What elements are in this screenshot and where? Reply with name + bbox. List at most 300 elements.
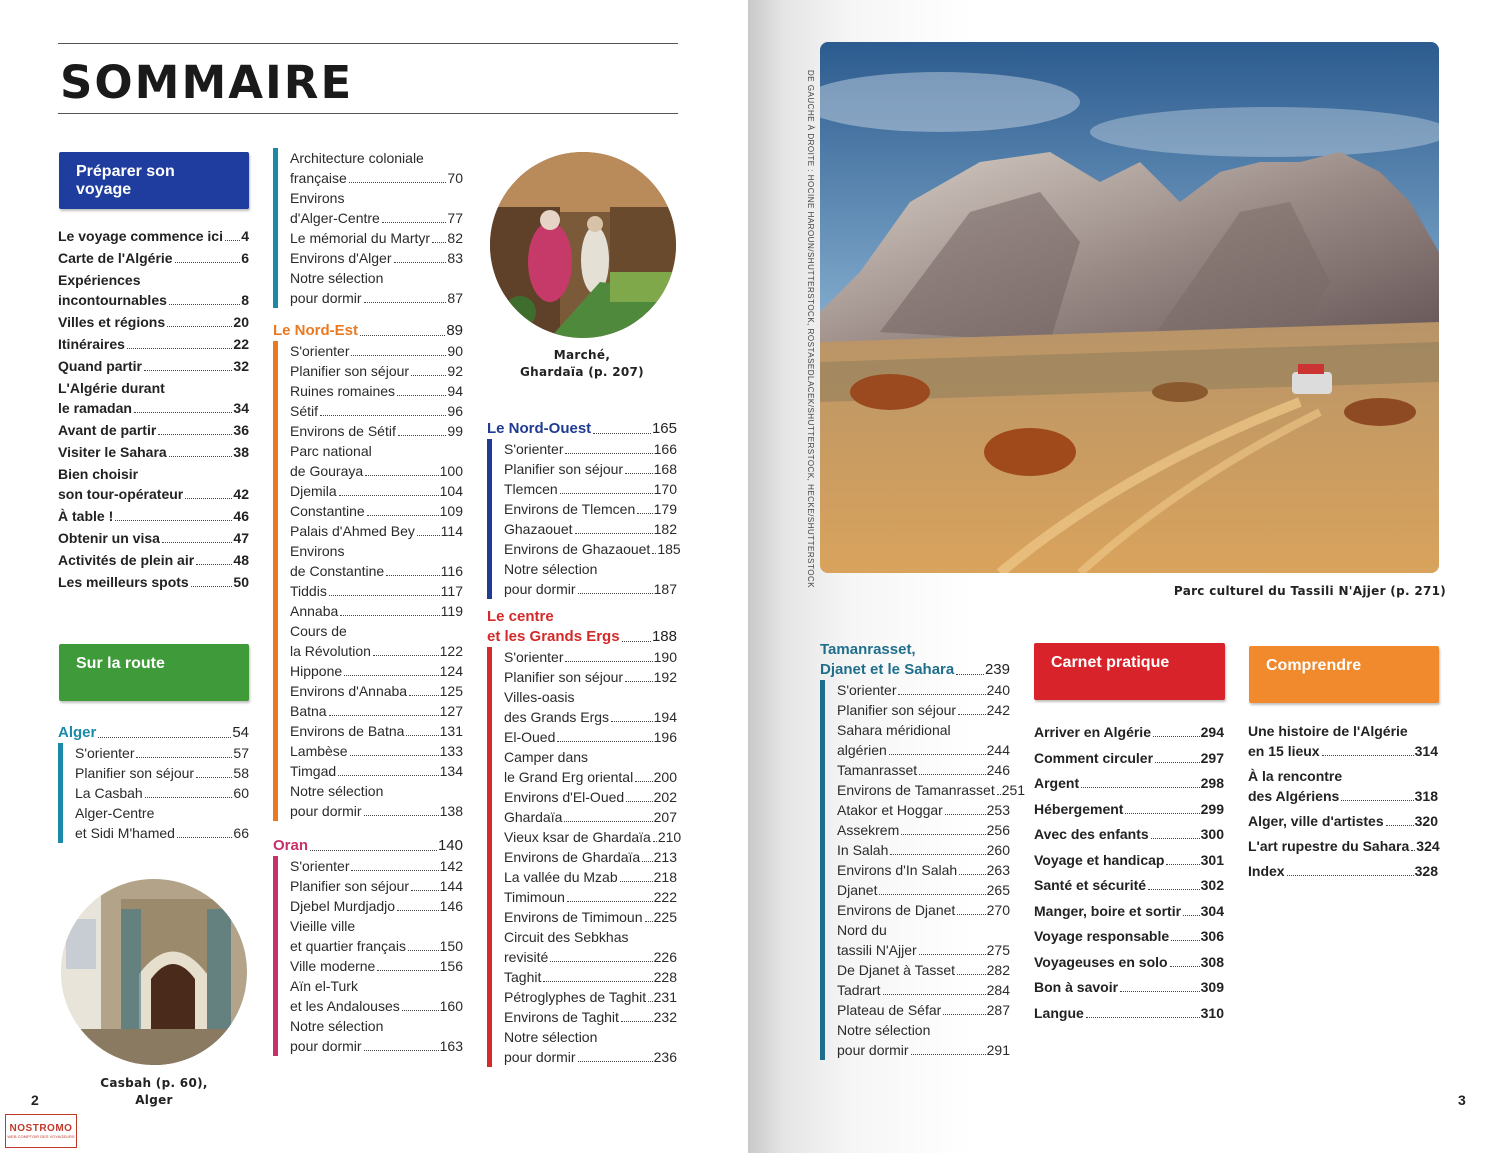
toc-item bbox=[58, 464, 249, 504]
toc-entry bbox=[504, 787, 677, 807]
toc-entry bbox=[820, 660, 1010, 680]
toc-entry bbox=[837, 740, 1010, 760]
toc-entry-page: 231 bbox=[653, 989, 677, 1005]
toc-item bbox=[290, 781, 463, 821]
toc-entry-label: Voyageuses en solo bbox=[1034, 953, 1168, 970]
toc-item bbox=[58, 420, 249, 440]
toc-entry bbox=[1248, 786, 1438, 806]
toc-entry-label: Tlemcen bbox=[504, 481, 558, 497]
toc-entry-page: 324 bbox=[1416, 838, 1440, 854]
toc-entry-label: Index bbox=[1248, 863, 1285, 879]
toc-entry bbox=[290, 361, 463, 381]
toc-entry-page: 6 bbox=[241, 250, 249, 266]
toc-item bbox=[290, 856, 463, 876]
toc-entry bbox=[504, 767, 677, 787]
toc-item bbox=[504, 499, 677, 519]
toc-entry bbox=[58, 398, 249, 418]
toc-leader-dots bbox=[1151, 838, 1200, 839]
toc-entry-label: Alger bbox=[58, 724, 97, 741]
toc-entry-page: 302 bbox=[1200, 877, 1224, 893]
toc-item bbox=[1248, 861, 1438, 881]
toc-leader-dots bbox=[648, 1001, 652, 1002]
toc-leader-dots bbox=[360, 335, 445, 336]
toc-leader-dots bbox=[945, 814, 986, 815]
toc-entry-page: 300 bbox=[1200, 826, 1224, 842]
toc-entry-page: 163 bbox=[439, 1038, 463, 1054]
toc-entry-label: S'orienter bbox=[504, 649, 564, 665]
toc-item bbox=[504, 747, 677, 787]
toc-entry-page: 160 bbox=[439, 998, 463, 1014]
toc-entry-label: Le Nord-Est bbox=[273, 322, 359, 339]
toc-entry-line: Vieille ville bbox=[290, 918, 356, 934]
sur-la-route-label: Sur la route bbox=[76, 655, 165, 672]
toc-entry-label: Avant de partir bbox=[58, 422, 157, 438]
toc-entry bbox=[837, 1040, 1010, 1060]
toc-entry-label: des Grands Ergs bbox=[504, 709, 610, 725]
toc-item bbox=[504, 459, 677, 479]
toc-item bbox=[837, 1020, 1010, 1060]
toc-leader-dots bbox=[997, 794, 1001, 795]
photo-credit: DE GAUCHE À DROITE : HOCINE HAROUN/SHUTTERSTOCK, ROSTASEDLACEK/SHUTTERSTOCK, HECKE/SHUTTERSTOCK bbox=[806, 70, 815, 589]
toc-entry-page: 168 bbox=[653, 461, 677, 477]
toc-item bbox=[290, 621, 463, 661]
toc-leader-dots bbox=[637, 513, 652, 514]
toc-entry-page: 314 bbox=[1414, 743, 1438, 759]
market-photo bbox=[490, 152, 676, 338]
toc-entry-label: française bbox=[290, 170, 347, 186]
top-rule bbox=[58, 43, 678, 44]
toc-item bbox=[504, 867, 677, 887]
toc-item bbox=[504, 439, 677, 459]
toc-entry-label: Tamanrasset bbox=[837, 762, 918, 778]
toc-entry bbox=[290, 681, 463, 701]
toc-item bbox=[58, 248, 249, 268]
toc-entry-label: Visiter le Sahara bbox=[58, 444, 167, 460]
toc-entry-line: Parc national bbox=[290, 443, 372, 459]
toc-entry-page: 99 bbox=[447, 423, 463, 439]
carnet-label: Carnet pratique bbox=[1051, 654, 1170, 671]
toc-entry-page: 54 bbox=[232, 724, 249, 741]
toc-leader-dots bbox=[382, 222, 447, 223]
toc-item bbox=[837, 820, 1010, 840]
toc-entry-line: Cours de bbox=[290, 623, 347, 639]
toc-item bbox=[504, 807, 677, 827]
toc-item bbox=[837, 680, 1010, 700]
toc-entry-page: 328 bbox=[1414, 863, 1438, 879]
toc-item bbox=[290, 381, 463, 401]
toc-item bbox=[504, 907, 677, 927]
toc-entry-label: pour dormir bbox=[290, 290, 362, 306]
toc-entry-label: Annaba bbox=[290, 603, 339, 619]
section-heading-line: Le centre bbox=[487, 608, 554, 625]
toc-entry bbox=[1034, 875, 1224, 895]
toc-leader-dots bbox=[550, 961, 652, 962]
toc-entry-page: 299 bbox=[1200, 800, 1224, 817]
toc-entry-label: S'orienter bbox=[290, 343, 350, 359]
toc-item bbox=[837, 800, 1010, 820]
toc-entry bbox=[1034, 926, 1224, 946]
toc-entry-label: Atakor et Hoggar bbox=[837, 802, 943, 818]
toc-entry bbox=[290, 801, 463, 821]
toc-entry-label: Environs d'Alger bbox=[290, 250, 392, 266]
toc-leader-dots bbox=[417, 535, 440, 536]
toc-entry-label: Pétroglyphes de Taghit bbox=[504, 989, 647, 1005]
toc-entry-label: Ville moderne bbox=[290, 958, 376, 974]
toc-leader-dots bbox=[225, 240, 240, 241]
toc-item bbox=[58, 550, 249, 570]
toc-item bbox=[290, 361, 463, 381]
toc-entry bbox=[290, 641, 463, 661]
toc-entry-label: Itinéraires bbox=[58, 336, 125, 352]
toc-entry-page: 89 bbox=[446, 322, 463, 339]
toc-entry bbox=[58, 484, 249, 504]
toc-entry-label: S'orienter bbox=[290, 858, 350, 874]
toc-entry bbox=[290, 341, 463, 361]
toc-entry-label: Manger, boire et sortir bbox=[1034, 902, 1182, 919]
toc-entry-page: 265 bbox=[986, 882, 1010, 898]
toc-entry-label: Planifier son séjour bbox=[290, 878, 410, 894]
page-number-left: 2 bbox=[31, 1092, 39, 1108]
toc-leader-dots bbox=[177, 837, 232, 838]
toc-entry-page: 228 bbox=[653, 969, 677, 985]
toc-entry-page: 46 bbox=[233, 508, 249, 524]
section-body bbox=[820, 680, 1026, 1060]
toc-entry-label: De Djanet à Tasset bbox=[837, 962, 956, 978]
toc-entry bbox=[58, 356, 249, 376]
toc-entry-label: Alger, ville d'artistes bbox=[1248, 813, 1384, 829]
section-tamanrasset bbox=[820, 640, 1026, 1060]
section-heading-line: Tamanrasset, bbox=[820, 641, 916, 658]
toc-entry-page: 20 bbox=[233, 314, 249, 330]
toc-leader-dots bbox=[1155, 762, 1200, 763]
toc-entry-page: 236 bbox=[653, 1049, 677, 1065]
section-nord-ouest bbox=[487, 419, 681, 599]
toc-entry bbox=[273, 836, 463, 856]
logo-tagline: WEB COMPTOIR DES VOYAGEURS bbox=[7, 1134, 75, 1139]
toc-entry bbox=[290, 581, 463, 601]
toc-item bbox=[290, 976, 463, 1016]
toc-entry-page: 131 bbox=[439, 723, 463, 739]
toc-entry bbox=[504, 947, 677, 967]
toc-entry-page: 122 bbox=[439, 643, 463, 659]
toc-leader-dots bbox=[329, 595, 440, 596]
toc-entry bbox=[1248, 741, 1438, 761]
toc-entry-label: Oran bbox=[273, 837, 309, 854]
toc-item bbox=[58, 356, 249, 376]
toc-entry-page: 144 bbox=[439, 878, 463, 894]
toc-entry-page: 142 bbox=[439, 858, 463, 874]
toc-entry-page: 263 bbox=[986, 862, 1010, 878]
toc-entry-page: 170 bbox=[653, 481, 677, 497]
toc-entry-page: 42 bbox=[233, 486, 249, 502]
toc-entry bbox=[504, 459, 677, 479]
toc-entry bbox=[290, 208, 463, 228]
toc-item bbox=[290, 148, 463, 188]
toc-entry-label: À table ! bbox=[58, 508, 114, 524]
toc-entry bbox=[58, 572, 249, 592]
toc-leader-dots bbox=[611, 721, 653, 722]
toc-entry-label: Ghardaïa bbox=[504, 809, 563, 825]
toc-entry-page: 207 bbox=[653, 809, 677, 825]
toc-entry bbox=[290, 996, 463, 1016]
toc-leader-dots bbox=[1287, 875, 1414, 876]
toc-entry-line: Notre sélection bbox=[837, 1022, 931, 1038]
toc-item bbox=[290, 481, 463, 501]
toc-item bbox=[58, 226, 249, 246]
toc-entry bbox=[504, 807, 677, 827]
toc-entry-page: 57 bbox=[233, 745, 249, 761]
toc-entry bbox=[290, 601, 463, 621]
toc-leader-dots bbox=[402, 1010, 439, 1011]
toc-leader-dots bbox=[957, 914, 985, 915]
toc-item bbox=[837, 960, 1010, 980]
toc-entry-page: 213 bbox=[653, 849, 677, 865]
toc-entry-label: Hébergement bbox=[1034, 800, 1124, 817]
toc-entry-label: Hippone bbox=[290, 663, 343, 679]
toc-item bbox=[290, 541, 463, 581]
toc-item bbox=[504, 967, 677, 987]
toc-entry bbox=[504, 707, 677, 727]
toc-entry bbox=[58, 334, 249, 354]
toc-item bbox=[75, 763, 249, 783]
section-alger bbox=[58, 723, 249, 843]
toc-entry-page: 291 bbox=[986, 1042, 1010, 1058]
toc-entry-label: Batna bbox=[290, 703, 327, 719]
toc-item bbox=[58, 528, 249, 548]
toc-entry-line: Notre sélection bbox=[504, 561, 598, 577]
toc-entry bbox=[290, 936, 463, 956]
toc-entry-page: 190 bbox=[653, 649, 677, 665]
toc-entry-page: 140 bbox=[437, 837, 463, 854]
toc-item bbox=[290, 741, 463, 761]
toc-leader-dots bbox=[890, 854, 985, 855]
toc-entry bbox=[290, 248, 463, 268]
toc-leader-dots bbox=[175, 262, 241, 263]
toc-entry-label: S'orienter bbox=[504, 441, 564, 457]
toc-leader-dots bbox=[196, 777, 232, 778]
toc-entry bbox=[837, 800, 1010, 820]
toc-entry-line: Environs bbox=[290, 543, 345, 559]
toc-entry bbox=[504, 727, 677, 747]
toc-entry-label: Planifier son séjour bbox=[504, 669, 624, 685]
toc-entry bbox=[504, 579, 677, 599]
casbah-caption-line2: Alger bbox=[135, 1093, 173, 1107]
toc-entry-label: Bon à savoir bbox=[1034, 979, 1119, 995]
toc-leader-dots bbox=[1183, 915, 1200, 916]
toc-entry-page: 239 bbox=[984, 661, 1010, 678]
toc-entry bbox=[837, 680, 1010, 700]
toc-item bbox=[290, 228, 463, 248]
toc-item bbox=[290, 248, 463, 268]
toc-entry-page: 77 bbox=[447, 210, 463, 226]
section-body bbox=[273, 341, 463, 821]
toc-leader-dots bbox=[397, 395, 446, 396]
toc-entry-label: Langue bbox=[1034, 1004, 1084, 1021]
toc-item bbox=[58, 312, 249, 332]
toc-item bbox=[1034, 952, 1224, 972]
toc-item bbox=[1248, 766, 1438, 806]
toc-item bbox=[1034, 977, 1224, 997]
toc-entry-label: Le voyage commence ici bbox=[58, 228, 223, 244]
toc-entry-label: La Casbah bbox=[75, 785, 143, 801]
toc-leader-dots bbox=[364, 815, 439, 816]
toc-entry-line: À la rencontre bbox=[1248, 768, 1343, 784]
toc-entry bbox=[837, 980, 1010, 1000]
toc-item bbox=[290, 521, 463, 541]
toc-entry-page: 114 bbox=[440, 523, 463, 539]
toc-item bbox=[504, 847, 677, 867]
page-title: SOMMAIRE bbox=[60, 56, 354, 109]
toc-leader-dots bbox=[958, 714, 986, 715]
toc-entry-page: 82 bbox=[447, 230, 463, 246]
toc-entry-line: Architecture coloniale bbox=[290, 150, 424, 166]
toc-entry-page: 48 bbox=[233, 552, 249, 568]
toc-leader-dots bbox=[320, 415, 446, 416]
toc-item bbox=[290, 441, 463, 481]
toc-entry bbox=[290, 761, 463, 781]
toc-entry-label: Tiddis bbox=[290, 583, 327, 599]
toc-entry-label: Les meilleurs spots bbox=[58, 574, 189, 590]
toc-entry-label: Quand partir bbox=[58, 358, 143, 374]
toc-entry-page: 185 bbox=[657, 541, 681, 557]
toc-entry-label: et Sidi M'hamed bbox=[75, 825, 175, 841]
toc-entry-line: Nord du bbox=[837, 922, 887, 938]
toc-entry-label: Le Nord-Ouest bbox=[487, 420, 592, 437]
toc-item bbox=[58, 506, 249, 526]
toc-entry bbox=[504, 439, 677, 459]
toc-item bbox=[1034, 748, 1224, 768]
toc-entry-label: Environs de Tamanrasset bbox=[837, 782, 995, 798]
section-body bbox=[487, 647, 682, 1067]
toc-entry-line: Une histoire de l'Algérie bbox=[1248, 723, 1408, 739]
toc-item bbox=[290, 896, 463, 916]
toc-entry-page: 182 bbox=[653, 521, 677, 537]
nostromo-logo bbox=[5, 1114, 77, 1148]
toc-entry-label: pour dormir bbox=[504, 581, 576, 597]
toc-entry-page: 138 bbox=[439, 803, 463, 819]
comprendre-box bbox=[1249, 646, 1439, 703]
toc-entry-page: 50 bbox=[233, 574, 249, 590]
toc-leader-dots bbox=[408, 950, 439, 951]
toc-entry bbox=[837, 840, 1010, 860]
toc-item bbox=[1034, 901, 1224, 921]
toc-entry bbox=[58, 723, 249, 743]
toc-item bbox=[290, 956, 463, 976]
toc-entry-line: Expériences bbox=[58, 272, 141, 288]
preparer-box bbox=[59, 152, 249, 209]
toc-item bbox=[1034, 875, 1224, 895]
toc-leader-dots bbox=[406, 735, 438, 736]
toc-entry-page: 253 bbox=[986, 802, 1010, 818]
toc-entry-label: revisité bbox=[504, 949, 549, 965]
toc-entry-label: Assekrem bbox=[837, 822, 900, 838]
toc-entry-label: pour dormir bbox=[504, 1049, 576, 1065]
toc-item bbox=[504, 647, 677, 667]
toc-item bbox=[58, 334, 249, 354]
toc-entry bbox=[837, 700, 1010, 720]
toc-entry-line: Notre sélection bbox=[290, 783, 384, 799]
toc-leader-dots bbox=[652, 553, 656, 554]
toc-entry-label: Environs de Ghazaouet bbox=[504, 541, 651, 557]
toc-item bbox=[837, 980, 1010, 1000]
toc-entry-label: et les Grands Ergs bbox=[487, 628, 620, 645]
toc-entry bbox=[58, 290, 249, 310]
toc-item bbox=[837, 880, 1010, 900]
toc-entry-page: 196 bbox=[653, 729, 677, 745]
toc-entry-page: 251 bbox=[1001, 782, 1026, 798]
toc-item bbox=[290, 1016, 463, 1056]
toc-entry-label: de Constantine bbox=[290, 563, 385, 579]
toc-entry-page: 318 bbox=[1414, 788, 1438, 804]
toc-leader-dots bbox=[127, 348, 232, 349]
toc-entry-label: des Algériens bbox=[1248, 788, 1340, 804]
toc-item bbox=[1034, 850, 1224, 870]
toc-entry-page: 270 bbox=[986, 902, 1010, 918]
casbah-caption bbox=[70, 1075, 238, 1109]
section-heading bbox=[58, 723, 249, 743]
toc-entry-page: 150 bbox=[439, 938, 463, 954]
toc-entry bbox=[58, 442, 249, 462]
toc-entry-label: en 15 lieux bbox=[1248, 743, 1320, 759]
toc-entry-page: 134 bbox=[439, 763, 463, 779]
toc-entry-page: 100 bbox=[439, 463, 463, 479]
section-nord-est bbox=[273, 321, 463, 821]
toc-leader-dots bbox=[919, 774, 985, 775]
toc-entry bbox=[1034, 850, 1224, 870]
toc-item bbox=[504, 687, 677, 727]
toc-leader-dots bbox=[196, 564, 232, 565]
toc-entry bbox=[75, 763, 249, 783]
toc-entry-page: 222 bbox=[653, 889, 677, 905]
toc-entry-page: 194 bbox=[653, 709, 677, 725]
toc-entry-page: 298 bbox=[1200, 775, 1224, 791]
toc-leader-dots bbox=[398, 435, 447, 436]
toc-item bbox=[290, 876, 463, 896]
toc-entry-label: Djebel Murdjadjo bbox=[290, 898, 396, 914]
toc-entry-label: Ruines romaines bbox=[290, 383, 396, 399]
toc-entry-page: 60 bbox=[233, 785, 249, 801]
toc-item bbox=[504, 887, 677, 907]
toc-entry bbox=[487, 627, 677, 647]
toc-entry bbox=[75, 823, 249, 843]
toc-leader-dots bbox=[169, 456, 233, 457]
toc-entry bbox=[1248, 836, 1438, 856]
toc-entry-label: Environs de Taghit bbox=[504, 1009, 619, 1025]
toc-entry bbox=[504, 647, 677, 667]
toc-entry-line: Circuit des Sebkhas bbox=[504, 929, 629, 945]
toc-entry-page: 187 bbox=[653, 581, 677, 597]
toc-leader-dots bbox=[901, 834, 985, 835]
toc-entry bbox=[290, 741, 463, 761]
toc-entry-label: Environs de Sétif bbox=[290, 423, 396, 439]
toc-entry-line: Sahara méridional bbox=[837, 722, 951, 738]
toc-entry bbox=[837, 780, 1026, 800]
toc-leader-dots bbox=[351, 870, 438, 871]
section-heading bbox=[487, 419, 677, 439]
toc-entry-page: 92 bbox=[447, 363, 463, 379]
toc-leader-dots bbox=[162, 542, 233, 543]
toc-entry-line: Notre sélection bbox=[290, 1018, 384, 1034]
toc-entry bbox=[290, 481, 463, 501]
section-heading bbox=[273, 836, 463, 856]
toc-entry-label: Timgad bbox=[290, 763, 337, 779]
toc-entry-label: Environs d'El-Oued bbox=[504, 789, 625, 805]
preparer-toc bbox=[58, 226, 249, 594]
toc-entry bbox=[290, 168, 463, 188]
toc-entry bbox=[290, 521, 463, 541]
toc-entry-page: 304 bbox=[1200, 902, 1224, 919]
toc-entry bbox=[837, 900, 1010, 920]
